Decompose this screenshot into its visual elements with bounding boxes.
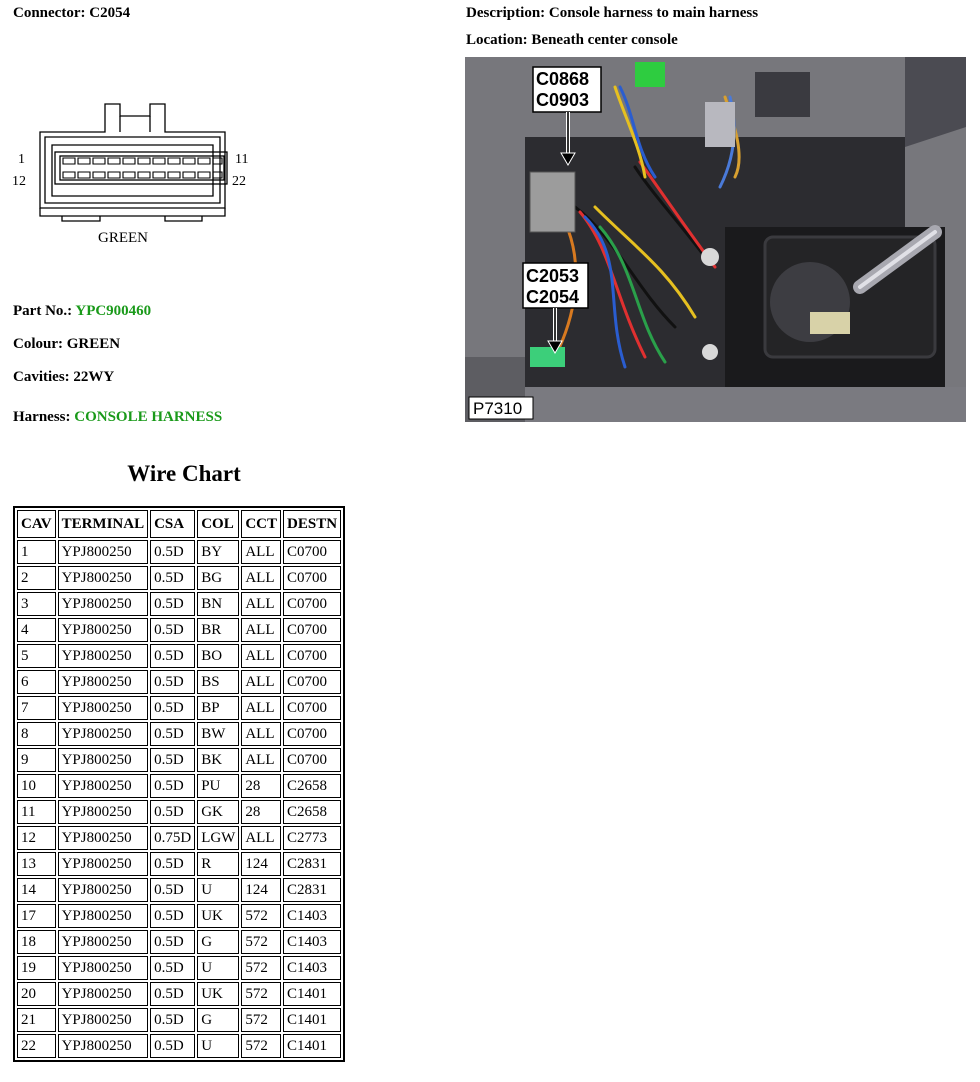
cell-csa: 0.5D xyxy=(150,566,195,590)
cell-destn: C1403 xyxy=(283,930,341,954)
cell-cav: 3 xyxy=(17,592,56,616)
cell-terminal: YPJ800250 xyxy=(58,826,149,850)
cell-destn: C0700 xyxy=(283,644,341,668)
cell-csa: 0.5D xyxy=(150,592,195,616)
cell-destn: C1403 xyxy=(283,956,341,980)
cell-col: U xyxy=(197,878,239,902)
table-body xyxy=(17,540,341,1058)
cell-destn: C2658 xyxy=(283,774,341,798)
cell-terminal: YPJ800250 xyxy=(58,696,149,720)
photo-ref: P7310 xyxy=(473,399,523,418)
cell-cav: 7 xyxy=(17,696,56,720)
cell-terminal: YPJ800250 xyxy=(58,930,149,954)
table-row xyxy=(17,800,341,824)
callout-top-line2: C0903 xyxy=(536,90,590,110)
cell-csa: 0.5D xyxy=(150,748,195,772)
cell-cav: 18 xyxy=(17,930,56,954)
callout-bottom-line2: C2054 xyxy=(526,287,580,307)
cavities xyxy=(13,369,114,386)
cell-terminal: YPJ800250 xyxy=(58,800,149,824)
cell-col: BO xyxy=(197,644,239,668)
cell-col: GK xyxy=(197,800,239,824)
cavities-value: 22WY xyxy=(73,369,115,385)
cell-cav: 12 xyxy=(17,826,56,850)
description-label: Description: xyxy=(466,5,546,21)
connector-label: Connector: xyxy=(13,5,86,21)
cell-csa: 0.5D xyxy=(150,982,195,1006)
cell-col: UK xyxy=(197,904,239,928)
cell-destn: C1403 xyxy=(283,904,341,928)
cell-csa: 0.5D xyxy=(150,800,195,824)
cell-terminal: YPJ800250 xyxy=(58,852,149,876)
cell-terminal: YPJ800250 xyxy=(58,956,149,980)
cavities-label: Cavities: xyxy=(13,369,70,385)
cell-destn: C2831 xyxy=(283,852,341,876)
cell-terminal: YPJ800250 xyxy=(58,878,149,902)
pin-22-label: 22 xyxy=(232,174,246,189)
header-csa: CSA xyxy=(150,510,195,538)
cell-cav: 8 xyxy=(17,722,56,746)
connector-title xyxy=(13,5,130,22)
cell-cav: 14 xyxy=(17,878,56,902)
cell-csa: 0.5D xyxy=(150,696,195,720)
cell-terminal: YPJ800250 xyxy=(58,644,149,668)
table-row xyxy=(17,748,341,772)
cell-destn: C0700 xyxy=(283,748,341,772)
cell-cav: 6 xyxy=(17,670,56,694)
cell-col: PU xyxy=(197,774,239,798)
table-row xyxy=(17,696,341,720)
callout-top-line1: C0868 xyxy=(536,69,590,89)
table-row xyxy=(17,722,341,746)
cell-destn: C0700 xyxy=(283,592,341,616)
cell-cav: 9 xyxy=(17,748,56,772)
part-number-link[interactable]: YPC900460 xyxy=(75,303,152,319)
cell-col: U xyxy=(197,1034,239,1058)
cell-cct: 28 xyxy=(241,800,281,824)
connector-diagram xyxy=(10,100,255,250)
cell-cav: 4 xyxy=(17,618,56,642)
part-number-label: Part No.: xyxy=(13,303,73,319)
cell-csa: 0.5D xyxy=(150,722,195,746)
cell-cct: 124 xyxy=(241,878,281,902)
callout-bottom-line1: C2053 xyxy=(526,266,580,286)
cell-csa: 0.5D xyxy=(150,904,195,928)
table-row xyxy=(17,904,341,928)
cell-terminal: YPJ800250 xyxy=(58,1008,149,1032)
cell-csa: 0.5D xyxy=(150,1034,195,1058)
description xyxy=(466,5,758,22)
table-row xyxy=(17,1008,341,1032)
cell-cct: ALL xyxy=(241,696,281,720)
table-row xyxy=(17,1034,341,1058)
cell-destn: C1401 xyxy=(283,982,341,1006)
cell-col: BK xyxy=(197,748,239,772)
cell-terminal: YPJ800250 xyxy=(58,722,149,746)
cell-destn: C0700 xyxy=(283,540,341,564)
cell-cav: 5 xyxy=(17,644,56,668)
location-photo xyxy=(465,57,966,422)
cell-destn: C2658 xyxy=(283,800,341,824)
cell-terminal: YPJ800250 xyxy=(58,982,149,1006)
pin-1-label: 1 xyxy=(18,152,25,167)
cell-col: BP xyxy=(197,696,239,720)
table-row xyxy=(17,540,341,564)
cell-terminal: YPJ800250 xyxy=(58,670,149,694)
table-row xyxy=(17,644,341,668)
cell-cct: 572 xyxy=(241,982,281,1006)
header-cav: CAV xyxy=(17,510,56,538)
table-header-row xyxy=(17,510,341,538)
table-row xyxy=(17,956,341,980)
cell-csa: 0.5D xyxy=(150,618,195,642)
cell-csa: 0.5D xyxy=(150,540,195,564)
cell-cct: 124 xyxy=(241,852,281,876)
table-row xyxy=(17,566,341,590)
table-row xyxy=(17,852,341,876)
wire-chart-title: Wire Chart xyxy=(127,461,241,486)
cell-cav: 22 xyxy=(17,1034,56,1058)
cell-cct: ALL xyxy=(241,722,281,746)
cell-csa: 0.5D xyxy=(150,930,195,954)
header-destn: DESTN xyxy=(283,510,341,538)
cell-csa: 0.5D xyxy=(150,774,195,798)
colour xyxy=(13,336,120,353)
table-row xyxy=(17,618,341,642)
cell-col: LGW xyxy=(197,826,239,850)
cell-destn: C0700 xyxy=(283,696,341,720)
pin-12-label: 12 xyxy=(12,174,26,189)
cell-cav: 19 xyxy=(17,956,56,980)
cell-destn: C0700 xyxy=(283,722,341,746)
photo-ref-badge xyxy=(469,397,533,419)
cell-col: G xyxy=(197,930,239,954)
cell-terminal: YPJ800250 xyxy=(58,774,149,798)
part-number xyxy=(13,303,151,320)
cell-cct: ALL xyxy=(241,566,281,590)
wire-chart-table xyxy=(13,506,345,1062)
pin-11-label: 11 xyxy=(235,152,249,167)
table-row xyxy=(17,878,341,902)
cell-csa: 0.5D xyxy=(150,878,195,902)
cell-col: UK xyxy=(197,982,239,1006)
cell-terminal: YPJ800250 xyxy=(58,748,149,772)
cell-cct: 572 xyxy=(241,930,281,954)
cell-col: BY xyxy=(197,540,239,564)
cell-cav: 13 xyxy=(17,852,56,876)
cell-col: R xyxy=(197,852,239,876)
table-row xyxy=(17,592,341,616)
cell-cct: 572 xyxy=(241,904,281,928)
colour-label: Colour: xyxy=(13,336,63,352)
header-cct: CCT xyxy=(241,510,281,538)
cell-terminal: YPJ800250 xyxy=(58,618,149,642)
header-col: COL xyxy=(197,510,239,538)
cell-cav: 2 xyxy=(17,566,56,590)
cell-cct: 572 xyxy=(241,1034,281,1058)
table-row xyxy=(17,670,341,694)
table-row xyxy=(17,982,341,1006)
cell-cav: 11 xyxy=(17,800,56,824)
cell-destn: C0700 xyxy=(283,618,341,642)
table-row xyxy=(17,774,341,798)
cell-destn: C1401 xyxy=(283,1034,341,1058)
header-terminal: TERMINAL xyxy=(58,510,149,538)
cell-csa: 0.75D xyxy=(150,826,195,850)
cell-col: BG xyxy=(197,566,239,590)
cell-cct: 572 xyxy=(241,1008,281,1032)
cell-cav: 1 xyxy=(17,540,56,564)
cell-terminal: YPJ800250 xyxy=(58,566,149,590)
harness-link[interactable]: CONSOLE HARNESS xyxy=(74,409,223,425)
cell-cct: 572 xyxy=(241,956,281,980)
cell-cav: 10 xyxy=(17,774,56,798)
cell-csa: 0.5D xyxy=(150,852,195,876)
cell-csa: 0.5D xyxy=(150,644,195,668)
table-row xyxy=(17,930,341,954)
cell-col: BN xyxy=(197,592,239,616)
cell-col: BR xyxy=(197,618,239,642)
cell-cct: ALL xyxy=(241,826,281,850)
cell-destn: C2831 xyxy=(283,878,341,902)
cell-cav: 17 xyxy=(17,904,56,928)
cell-terminal: YPJ800250 xyxy=(58,592,149,616)
cell-destn: C0700 xyxy=(283,566,341,590)
cell-col: BS xyxy=(197,670,239,694)
cell-cct: ALL xyxy=(241,748,281,772)
cell-col: U xyxy=(197,956,239,980)
cell-cav: 20 xyxy=(17,982,56,1006)
cell-terminal: YPJ800250 xyxy=(58,540,149,564)
cell-cct: ALL xyxy=(241,540,281,564)
cell-destn: C1401 xyxy=(283,1008,341,1032)
location xyxy=(466,32,678,49)
cell-col: G xyxy=(197,1008,239,1032)
cell-cct: ALL xyxy=(241,670,281,694)
table-row xyxy=(17,826,341,850)
cell-destn: C2773 xyxy=(283,826,341,850)
cell-col: BW xyxy=(197,722,239,746)
cell-cct: ALL xyxy=(241,592,281,616)
location-label: Location: xyxy=(466,32,528,48)
cell-cct: ALL xyxy=(241,618,281,642)
connector-value: C2054 xyxy=(89,5,131,21)
harness-label: Harness: xyxy=(13,409,71,425)
colour-value: GREEN xyxy=(66,336,121,352)
cell-cct: ALL xyxy=(241,644,281,668)
harness xyxy=(13,409,222,426)
cell-csa: 0.5D xyxy=(150,956,195,980)
cell-csa: 0.5D xyxy=(150,670,195,694)
cell-cav: 21 xyxy=(17,1008,56,1032)
cell-destn: C0700 xyxy=(283,670,341,694)
cell-cct: 28 xyxy=(241,774,281,798)
cell-csa: 0.5D xyxy=(150,1008,195,1032)
description-value: Console harness to main harness xyxy=(548,5,759,21)
location-value: Beneath center console xyxy=(531,32,678,48)
cell-terminal: YPJ800250 xyxy=(58,904,149,928)
cell-terminal: YPJ800250 xyxy=(58,1034,149,1058)
diagram-color-label: GREEN xyxy=(98,230,148,246)
